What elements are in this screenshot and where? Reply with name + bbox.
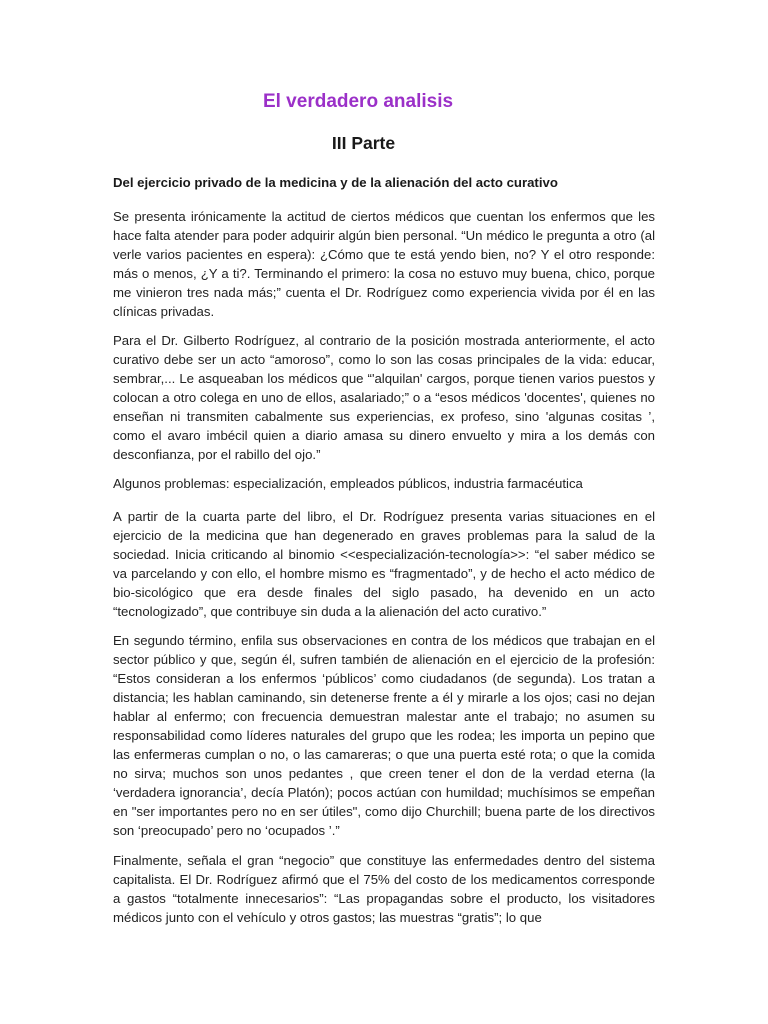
document-title: El verdadero analisis	[262, 91, 454, 112]
section-heading: Del ejercicio privado de la medicina y de la alienación del acto curativo	[113, 175, 558, 190]
paragraph: Para el Dr. Gilberto Rodríguez, al contrario de la posición mostrada anteriormente, el acto curativo debe ser un acto “amoroso”, como lo son las cosas principales de la vida: educar, sembrar,... Le asqueaban los médicos que “'alquilan' cargos, porque tienen varios puestos y colocan a otro colega en uno de ellos, asalariado;” o a “esos médicos 'docentes', quienes no enseñan ni transmiten cabalmente sus experiencias, ex profeso, sino 'algunas cositas ’, como el avaro imbécil quien a diario amasa su dinero envuelto y mira a los demás con desconfianza, por el rabillo del ojo.”	[113, 333, 655, 462]
document-subtitle: III Parte	[331, 133, 396, 153]
paragraph: Finalmente, señala el gran “negocio” que constituye las enfermedades dentro del sistema capitalista. El Dr. Rodríguez afirmó que el 75% del costo de los medicamentos corresponde a gastos “totalmente innecesarios”: “Las propagandas sobre el producto, los visitadores médicos junto con el vehículo y otros gastos; las muestras “gratis”; lo que	[113, 853, 655, 925]
paragraph: Algunos problemas: especialización, empleados públicos, industria farmacéutica	[113, 476, 583, 491]
paragraph: Se presenta irónicamente la actitud de ciertos médicos que cuentan los enfermos que les hace falta atender para poder adquirir algún bien personal. “Un médico le pregunta a otro (al verle varios pacientes en espera): ¿Cómo que te está yendo bien, no? Y el otro responde: más o menos, ¿Y a ti?. Terminando el primero: la cosa no estuvo muy buena, chico, porque me vinieron tres nada más;” cuenta el Dr. Rodríguez como experiencia vivida por él en las clínicas privadas.	[113, 209, 655, 319]
paragraph: A partir de la cuarta parte del libro, el Dr. Rodríguez presenta varias situaciones en el ejercicio de la medicina que han degenerado en graves problemas para la salud de la sociedad. Inicia criticando al binomio <<especialización-tecnología>>: “el saber médico se va parcelando y con ello, el hombre mismo es “fragmentado”, y de hecho el acto médico de bio-sicológico que era desde finales del siglo pasado, ha devenido en un acto “tecnologizado”, que contribuye sin duda a la alienación del acto curativo.”	[113, 509, 655, 619]
paragraph: En segundo término, enfila sus observaciones en contra de los médicos que trabajan en el sector público y que, según él, sufren también de alienación en el ejercicio de la profesión: “Estos consideran a los enfermos ‘públicos’ como ciudadanos (de segunda). Los tratan a distancia; les hablan caminando, sin detenerse frente a él y mirarle a los ojos; casi no dejan hablar al enfermo; con frecuencia demuestran malestar ante el trabajo; no asumen su responsabilidad como líderes naturales del grupo que les rodea; les importa un pepino que las enfermeras cumplan o no, o las camareras; o que una puerta esté rota; o que la comida no sirva; muchos son unos pedantes , que creen tener el don de la verdad eterna (la ‘verdadera ignorancia’, decía Platón); pocos actúan con humildad; muchísimos se empeñan en "ser importantes pero no en ser útiles", como dijo Churchill; buena parte de los directivos son ‘preocupado’ pero no ‘ocupados ’.”	[113, 633, 655, 838]
